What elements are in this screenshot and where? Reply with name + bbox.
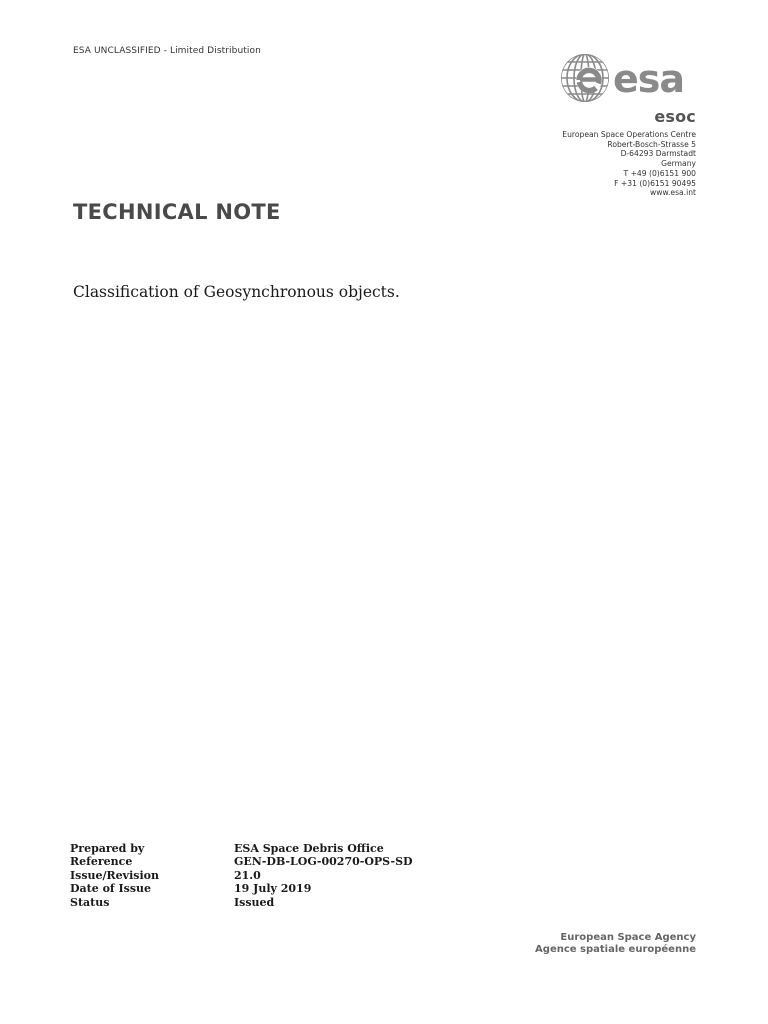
metadata-row	[70, 896, 413, 909]
metadata-label: Prepared by	[70, 842, 145, 855]
sender-address	[562, 130, 696, 198]
metadata-label: Status	[70, 895, 110, 909]
document-title: Classification of Geosynchronous objects.	[73, 283, 400, 301]
address-line: European Space Operations Centre	[562, 130, 696, 139]
document-type-heading: TECHNICAL NOTE	[73, 200, 281, 224]
agency-name-english: European Space Agency	[560, 932, 696, 943]
address-line: Germany	[661, 159, 696, 169]
unit-name: esoc	[654, 107, 696, 126]
metadata-value: ESA Space Debris Office	[234, 842, 384, 855]
agency-footer	[535, 932, 696, 956]
address-line: Robert-Bosch-Strasse 5	[607, 139, 696, 149]
metadata-value: 21.0	[234, 868, 261, 882]
metadata-label: Reference	[70, 855, 133, 869]
address-line: F +31 (0)6151 90495	[614, 178, 696, 188]
metadata-row	[70, 882, 413, 895]
metadata-label: Issue/Revision	[70, 868, 159, 882]
agency-name-french: Agence spatiale européenne	[535, 944, 696, 955]
document-metadata-table	[70, 842, 413, 909]
address-line: T +49 (0)6151 900	[623, 168, 696, 178]
metadata-value: 19 July 2019	[234, 882, 312, 896]
metadata-label: Date of Issue	[70, 882, 152, 896]
esa-wordmark: esa	[613, 57, 685, 101]
metadata-value: GEN-DB-LOG-00270-OPS-SD	[234, 855, 413, 869]
esa-globe-logo-icon	[558, 52, 698, 104]
classification-marking: ESA UNCLASSIFIED - Limited Distribution	[73, 46, 261, 56]
metadata-value: Issued	[234, 895, 275, 909]
metadata-row	[70, 869, 413, 882]
metadata-row	[70, 842, 413, 855]
metadata-row	[70, 855, 413, 868]
address-line: D-64293 Darmstadt	[620, 149, 696, 159]
address-link[interactable]: www.esa.int	[650, 188, 696, 198]
esa-logo	[558, 52, 698, 104]
